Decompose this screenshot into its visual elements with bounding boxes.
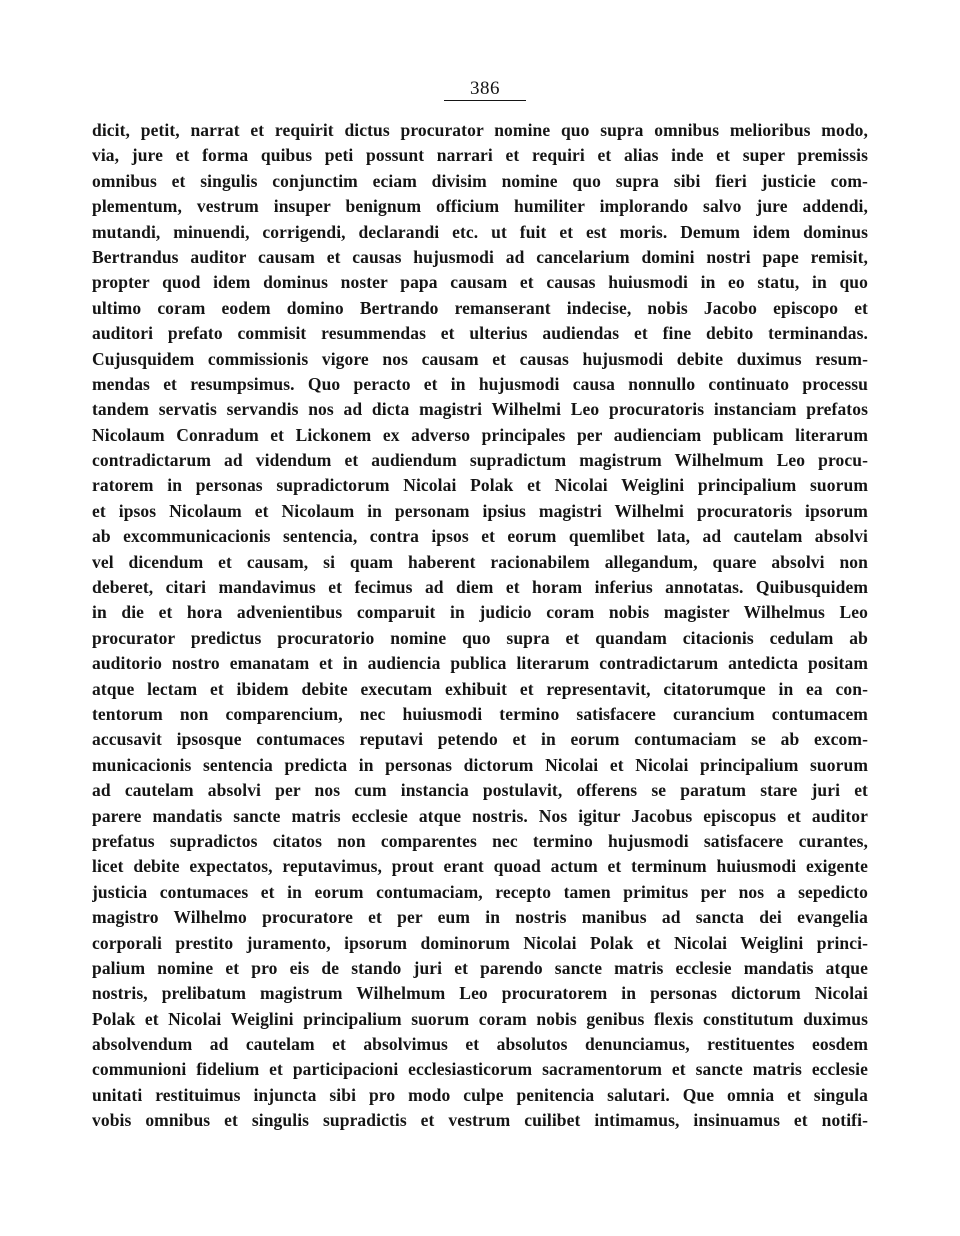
text-line: licet debite expectatos, reputavimus, prout erant quoad actum et terminum huiusmodi exigente (92, 856, 868, 877)
text-line: ratorem in personas supradictorum Nicolai Polak et Nicolai Weiglini principalium suorum (92, 475, 868, 496)
text-line: procurator predictus procuratorio nomine quo supra et quandam citacionis cedulam ab (92, 627, 868, 648)
text-line: in die et hora advenientibus comparuit in judicio coram nobis magister Wilhelmus Leo (92, 602, 868, 623)
text-line: corporali prestito juramento, ipsorum dominorum Nicolai Polak et Nicolai Weiglini princi- (92, 932, 868, 953)
text-line: absolvendum ad cautelam et absolvimus et absolutos denunciamus, restituentes eosdem (92, 1034, 868, 1055)
body-text (92, 118, 868, 1134)
text-line: nostris, prelibatum magistrum Wilhelmum Leo procuratorem in personas dictorum Nicolai (92, 983, 868, 1004)
text-line: deberet, citari mandavimus et fecimus ad diem et horam inferius annotatas. Quibusquidem (92, 577, 868, 598)
text-line: via, jure et forma quibus peti possunt narrari et requiri et alias inde et super premissis (92, 145, 868, 166)
text-line: atque lectam et ibidem debite executam exhibuit et representavit, citatorumque in ea con- (92, 678, 868, 699)
text-line: Polak et Nicolai Weiglini principalium suorum coram nobis genibus flexis constitutum duximus (92, 1008, 868, 1029)
text-line: plementum, vestrum insuper benignum officium humiliter implorando salvo jure addendi, (92, 196, 868, 217)
text-line: parere mandatis sancte matris ecclesie atque nostris. Nos igitur Jacobus episcopus et auditor (92, 805, 868, 826)
page-number-rule (444, 100, 526, 101)
text-line: et ipsos Nicolaum et Nicolaum in personam ipsius magistri Wilhelmi procuratoris ipsorum (92, 500, 868, 521)
text-line: dicit, petit, narrat et requirit dictus procurator nomine quo supra omnibus melioribus modo, (92, 120, 868, 140)
text-line: vel dicendum et causam, si quam haberent racionabilem allegandum, quare absolvi non (92, 551, 868, 572)
text-line: mutandi, minuendi, corrigendi, declarandi etc. ut fuit et est moris. Demum idem dominus (92, 221, 868, 242)
text-line: propter quod idem dominus noster papa causam et causas huiusmodi in eo statu, in quo (92, 272, 868, 293)
text-line: Nicolaum Conradum et Lickonem ex adverso principales per audienciam publicam literarum (92, 424, 868, 445)
page-number: 386 (470, 78, 500, 99)
text-line: Cujusquidem commissionis vigore nos causam et causas hujusmodi debite duximus resum- (92, 348, 868, 369)
text-line: omnibus et singulis conjunctim eciam divisim nomine quo supra sibi fieri justicie com- (92, 170, 868, 191)
text-line: communioni fidelium et participacioni ecclesiasticorum sacramentorum et sancte matris ecclesie (92, 1059, 868, 1080)
text-line: tandem servatis servandis nos ad dicta magistri Wilhelmi Leo procuratoris instanciam prefatos (92, 399, 868, 420)
text-line: ad cautelam absolvi per nos cum instancia postulavit, offerens se paratum stare juri et (92, 780, 868, 801)
text-line: justicia contumaces et in eorum contumaciam, recepto tamen primitus per nos a sepedicto (92, 881, 868, 902)
text-line: prefatus supradictos citatos non comparentes nec termino hujusmodi satisfacere curantes, (92, 830, 868, 851)
text-line: contradictarum ad videndum et audiendum supradictum magistrum Wilhelmum Leo procu- (92, 450, 868, 471)
text-line: Bertrandus auditor causam et causas hujusmodi ad cancelarium domini nostri pape remisit, (92, 246, 868, 267)
text-line: palium nomine et pro eis de stando juri et parendo sancte matris ecclesie mandatis atque (92, 957, 868, 978)
text-line: magistro Wilhelmo procuratore et per eum in nostris manibus ad sancta dei evangelia (92, 907, 868, 928)
text-line: ab excommunicacionis sentencia, contra ipsos et eorum quemlibet lata, ad cautelam absolvi (92, 526, 868, 547)
text-line: ultimo coram eodem domino Bertrando remanserant indecise, nobis Jacobo episcopo et (92, 297, 868, 318)
text-line: auditori prefato commisit resummendas et ulterius audiendas et fine debito terminandas. (92, 323, 868, 344)
text-line: accusavit ipsosque contumaces reputavi petendo et in eorum contumaciam se ab excom- (92, 729, 868, 750)
text-line: auditorio nostro emanatam et in audiencia publica literarum contradictarum antedicta positam (92, 653, 868, 674)
text-line: mendas et resumpsimus. Quo peracto et in hujusmodi causa nonnullo continuato processu (92, 373, 868, 394)
text-line: unitati restituimus injuncta sibi pro modo culpe penitencia salutari. Que omnia et singula (92, 1084, 868, 1105)
text-line: municacionis sentencia predicta in personas dictorum Nicolai et Nicolai principalium suorum (92, 754, 868, 775)
text-line: tentorum non comparencium, nec huiusmodi termino satisfacere curancium contumacem (92, 703, 868, 724)
text-line: vobis omnibus et singulis supradictis et vestrum cuilibet intimamus, insinuamus et notifi- (92, 1110, 868, 1131)
